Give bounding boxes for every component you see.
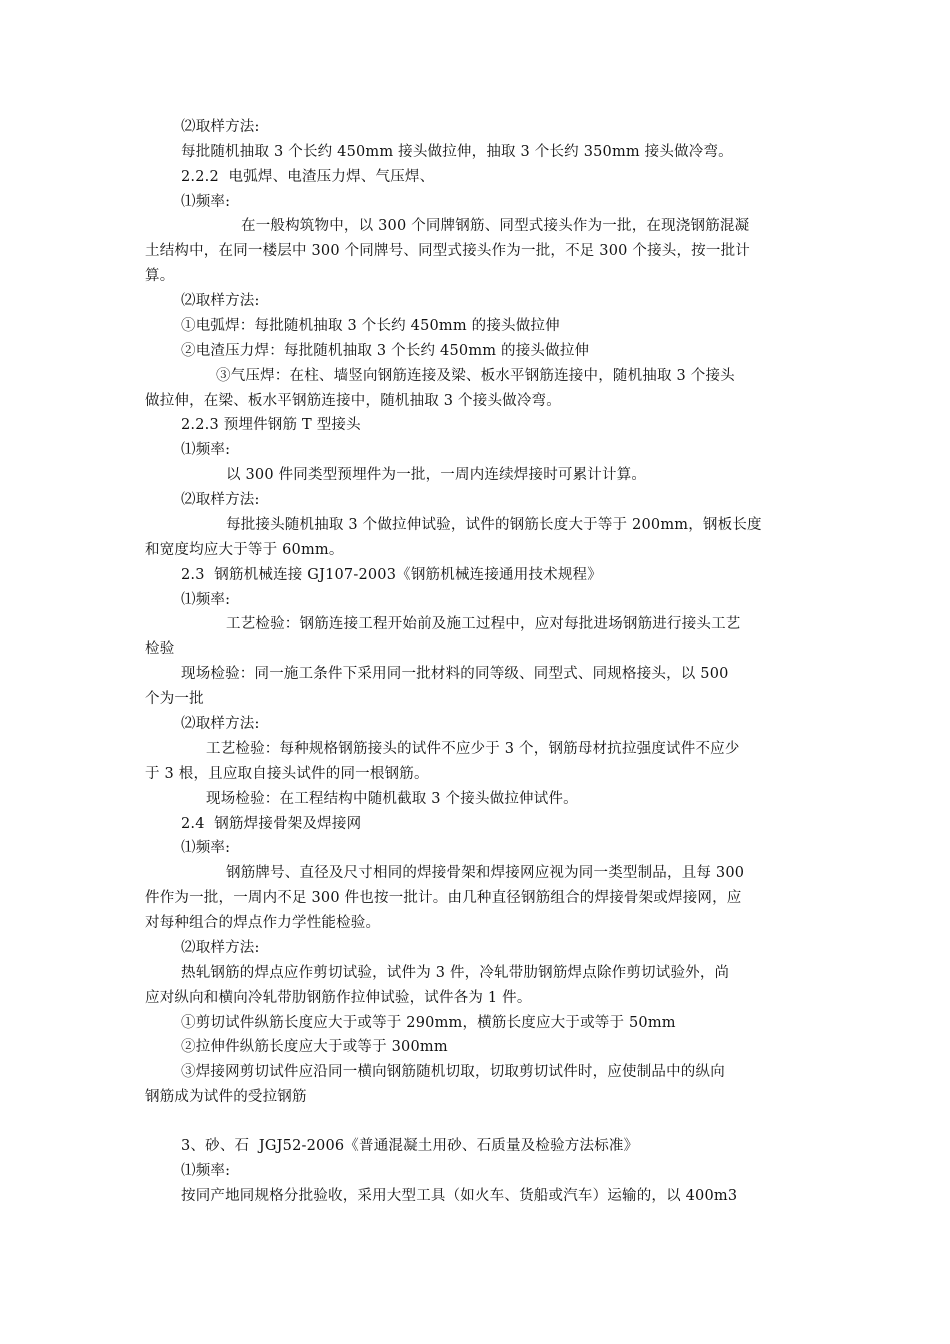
section-heading: 2.2.2 电弧焊、电渣压力焊、气压焊、 (181, 169, 435, 185)
text-line: 和宽度均应大于等于 60mm。 (145, 542, 344, 558)
text-line: 件作为一批，一周内不足 300 件也按一批计。由几种直径钢筋组合的焊接骨架或焊接网，应 (145, 890, 742, 906)
text-line: ⑴频率: (181, 1163, 231, 1179)
text-line: 工艺检验：钢筋连接工程开始前及施工过程中，应对每批进场钢筋进行接头工艺 (226, 616, 741, 632)
text-line: ⑴频率: (181, 592, 231, 608)
text-line: 检验 (145, 641, 175, 657)
text-line: 钢筋成为试件的受拉钢筋 (145, 1089, 307, 1105)
text-line: 现场检验：同一施工条件下采用同一批材料的同等级、同型式、同规格接头，以 500 (181, 666, 729, 682)
text-line: ⑵取样方法: (181, 716, 260, 732)
text-line: 每批随机抽取 3 个长约 450mm 接头做拉伸，抽取 3 个长约 350mm 接头做冷弯。 (181, 144, 733, 160)
text-line: 做拉伸，在梁、板水平钢筋连接中，随机抽取 3 个接头做冷弯。 (145, 393, 561, 409)
section-heading: 3、砂、石 JGJ52-2006《普通混凝土用砂、石质量及检验方法标准》 (181, 1138, 639, 1154)
text-line: ③气压焊：在柱、墙竖向钢筋连接及梁、板水平钢筋连接中，随机抽取 3 个接头 (216, 368, 735, 384)
text-line: ②电渣压力焊：每批随机抽取 3 个长约 450mm 的接头做拉伸 (181, 343, 590, 359)
text-line: 工艺检验：每种规格钢筋接头的试件不应少于 3 个，钢筋母材抗拉强度试件不应少 (206, 741, 740, 757)
text-line: ⑵取样方法: (181, 293, 260, 309)
section-heading: 2.4 钢筋焊接骨架及焊接网 (181, 816, 362, 832)
text-line: ⑵取样方法: (181, 119, 260, 135)
text-line: ⑵取样方法: (181, 940, 260, 956)
text-line: ⑵取样方法: (181, 492, 260, 508)
text-line: 钢筋牌号、直径及尺寸相同的焊接骨架和焊接网应视为同一类型制品，且每 300 (226, 865, 745, 881)
text-line: ⑴频率: (181, 194, 231, 210)
text-line: ①电弧焊：每批随机抽取 3 个长约 450mm 的接头做拉伸 (181, 318, 560, 334)
section-heading: 2.3 钢筋机械连接 GJ107-2003《钢筋机械连接通用技术规程》 (181, 567, 602, 583)
text-line: ②拉伸件纵筋长度应大于或等于 300mm (181, 1039, 448, 1055)
text-line: ⑴频率: (181, 840, 231, 856)
text-line: 热轧钢筋的焊点应作剪切试验，试件为 3 件，冷轧带肋钢筋焊点除作剪切试验外，尚 (181, 965, 730, 981)
text-line: 土结构中，在同一楼层中 300 个同牌号、同型式接头作为一批，不足 300 个接头，按一批计 (145, 243, 750, 259)
text-line: 现场检验：在工程结构中随机截取 3 个接头做拉伸试件。 (206, 791, 578, 807)
text-line: 以 300 件同类型预埋件为一批，一周内连续焊接时可累计计算。 (226, 467, 647, 483)
text-line: 每批接头随机抽取 3 个做拉伸试验，试件的钢筋长度大于等于 200mm，钢板长度 (226, 517, 762, 533)
text-line: 个为一批 (145, 691, 204, 707)
section-heading: 2.2.3 预埋件钢筋 T 型接头 (181, 417, 361, 433)
text-line: 对每种组合的焊点作力学性能检验。 (145, 915, 381, 931)
text-line: 应对纵向和横向冷轧带肋钢筋作拉伸试验，试件各为 1 件。 (145, 990, 532, 1006)
text-line: 于 3 根，且应取自接头试件的同一根钢筋。 (145, 766, 429, 782)
text-line: 在一般构筑物中，以 300 个同牌钢筋、同型式接头作为一批，在现浇钢筋混凝 (241, 218, 750, 234)
text-line: ①剪切试件纵筋长度应大于或等于 290mm，横筋长度应大于或等于 50mm (181, 1015, 676, 1031)
text-line: 算。 (145, 268, 175, 284)
text-line: ③焊接网剪切试件应沿同一横向钢筋随机切取，切取剪切试件时，应使制品中的纵向 (181, 1064, 725, 1080)
text-line: ⑴频率: (181, 442, 231, 458)
text-line: 按同产地同规格分批验收，采用大型工具（如火车、货船或汽车）运输的，以 400m3 (181, 1188, 738, 1204)
